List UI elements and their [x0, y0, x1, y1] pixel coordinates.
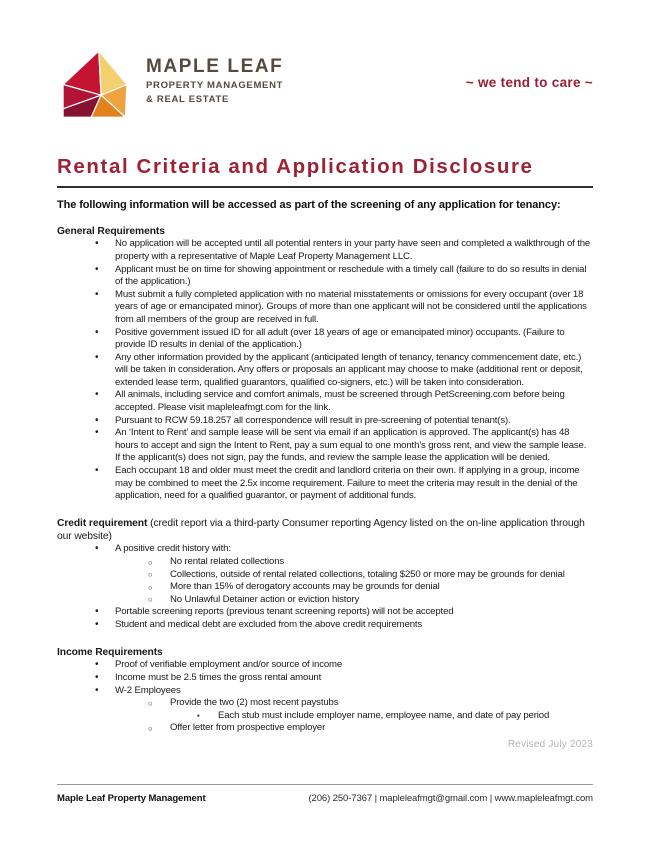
list-item-text: Any other information provided by the applicant (anticipated length of tenancy, tenancy commencement date, etc.) will be taken in consideration. Any offers or proposals an applicant may choose to make (additional rent or deposit, extended lease term, qualified guarantors, qualified co-signers, etc.) will be taken into consideration.: [115, 351, 583, 388]
logo-subtitle-2: & REAL ESTATE: [146, 93, 229, 105]
list-item-text: Each stub must include employer name, employee name, and date of pay period: [218, 709, 550, 721]
logo-subtitle-1: PROPERTY MANAGEMENT: [146, 80, 284, 92]
list-item: [57, 427, 593, 465]
section-income-requirements: [57, 647, 593, 735]
footer-contact: (206) 250-7367 | mapleleafmgt@gmail.com | www.mapleleafmgt.com: [308, 793, 593, 804]
bullet-list: [57, 543, 593, 631]
footer-divider: [57, 784, 593, 785]
revision-note: Revised July 2023: [507, 738, 593, 750]
bullet-marker-icon: •: [95, 389, 99, 401]
bullet-marker-icon: ▪: [197, 711, 200, 721]
list-item-text: More than 15% of derogatory accounts may be grounds for denial: [170, 581, 440, 593]
bullet-marker-icon: •: [95, 288, 99, 300]
section-heading-title: Credit requirement: [57, 517, 148, 529]
list-item: [57, 543, 593, 556]
list-item: [57, 352, 593, 390]
list-item: [57, 389, 593, 414]
list-item: [57, 606, 593, 619]
list-item-text: Offer letter from prospective employer: [170, 722, 326, 734]
list-item-text: A positive credit history with:: [115, 543, 231, 555]
list-item-text: No Unlawful Detainer action or eviction history: [170, 593, 360, 605]
list-item: [57, 415, 593, 428]
list-item-text: An ‘Intent to Rent’ and sample lease will be sent via email if an application is approved. The applicant(s) has 48 hours to accept and sign the Intent to Rent, pay a sum equal to one month’s gross rent, and view the sample lease. If the applicant(s) does not sign, pay the funds, and review the sample lease the application will be denied.: [115, 427, 587, 464]
list-item-text: Positive government issued ID for all adult (over 18 years of age or emancipated minor) occupants. (Failure to provide ID results in denial of the application.): [115, 326, 565, 351]
section-heading: [57, 226, 593, 239]
bullet-marker-icon: •: [95, 618, 99, 630]
list-item-text: Applicant must be on time for showing appointment or reschedule with a timely call (failure to do so results in denial of the application.): [115, 263, 587, 288]
logo: [57, 48, 283, 118]
list-item-text: Collections, outside of rental related collections, totaling $250 or more may be grounds for denial: [170, 568, 565, 580]
footer-company: Maple Leaf Property Management: [57, 793, 206, 804]
list-item: [57, 556, 593, 569]
list-item: [57, 327, 593, 352]
logo-name: MAPLE LEAF: [146, 56, 284, 77]
bullet-marker-icon: ○: [148, 570, 153, 580]
list-item-text: All animals, including service and comfort animals, must be screened through PetScreening.com before being accepted. Please visit mapleleafmgt.com for the link.: [115, 389, 565, 414]
bullet-marker-icon: ○: [148, 582, 153, 592]
bullet-marker-icon: •: [95, 351, 99, 363]
list-item: [57, 264, 593, 289]
list-item: [57, 710, 593, 723]
list-item: [57, 619, 593, 632]
bullet-marker-icon: •: [95, 238, 99, 250]
intro-text: The following information will be accessed as part of the screening of any application for tenancy:: [57, 198, 561, 211]
list-item: [57, 697, 593, 710]
list-item-text: No application will be accepted until all potential renters in your party have seen and completed a walkthrough of the property with a representative of Maple Leaf Property Management LLC.: [115, 238, 591, 262]
list-item-text: No rental related collections: [170, 556, 285, 567]
bullet-marker-icon: ○: [148, 698, 153, 708]
list-item: [57, 722, 593, 735]
bullet-marker-icon: •: [95, 659, 99, 671]
list-item: [57, 238, 593, 263]
list-item-text: Provide the two (2) most recent paystubs: [170, 697, 339, 709]
title-divider: [57, 186, 593, 188]
bullet-marker-icon: ○: [148, 723, 153, 733]
list-item-text: Pursuant to RCW 59.18.257 all correspondence will result in pre-screening of potential tenant(s).: [115, 414, 511, 426]
section-heading-title: Income Requirements: [57, 646, 163, 658]
list-item: [57, 581, 593, 594]
bullet-marker-icon: •: [95, 671, 99, 683]
list-item-text: Proof of verifiable employment and/or source of income: [115, 659, 343, 671]
list-item: [57, 672, 593, 685]
bullet-marker-icon: ○: [148, 595, 153, 605]
list-item: [57, 685, 593, 698]
maple-leaf-house-icon: [57, 48, 133, 118]
list-item-text: W-2 Employees: [115, 684, 181, 696]
bullet-marker-icon: •: [95, 606, 99, 618]
bullet-marker-icon: •: [95, 326, 99, 338]
section-heading-title: General Requirements: [57, 225, 165, 237]
bullet-marker-icon: ○: [148, 557, 153, 567]
section-general-requirements: [57, 226, 593, 503]
bullet-marker-icon: •: [95, 414, 99, 426]
list-item-text: Each occupant 18 and older must meet the credit and landlord criteria on their own. If applying in a group, income may be combined to meet the 2.5x income requirement. Failure to meet the criteria may result in the denial of the application, need for a qualified guarantor, or payment of additional funds.: [115, 465, 580, 502]
sections-container: [57, 226, 593, 735]
section-heading-detail: (credit report via a third-party Consumer reporting Agency listed on the on-line application through our website): [57, 517, 585, 542]
list-item-text: Student and medical debt are excluded from the above credit requirements: [115, 618, 423, 630]
list-item: [57, 465, 593, 503]
list-item-text: Income must be 2.5 times the gross rental amount: [115, 671, 322, 683]
tagline: ~ we tend to care ~: [465, 75, 593, 90]
section-heading: [57, 647, 593, 660]
footer-row: [57, 793, 593, 804]
header: [57, 48, 593, 118]
section-credit-requirement: [57, 518, 593, 632]
bullet-marker-icon: •: [95, 684, 99, 696]
bullet-list: [57, 238, 593, 502]
list-item: [57, 289, 593, 327]
list-item: [57, 594, 593, 607]
bullet-marker-icon: •: [95, 543, 99, 555]
list-item-text: Portable screening reports (previous tenant screening reports) will not be accepted: [115, 606, 454, 618]
list-item: [57, 659, 593, 672]
list-item: [57, 569, 593, 582]
section-heading: [57, 518, 593, 544]
page-title: Rental Criteria and Application Disclosure: [57, 155, 534, 178]
bullet-marker-icon: •: [95, 427, 99, 439]
list-item-text: Must submit a fully completed application with no material misstatements or omissions for every occupant (over 18 years of age or emancipated minor). Groups of more than one applicant will not be considered until the applications from all members of the group are received in full.: [115, 288, 587, 325]
bullet-marker-icon: •: [95, 263, 99, 275]
footer: [57, 784, 593, 804]
bullet-marker-icon: •: [95, 465, 99, 477]
logo-text: [146, 48, 283, 118]
bullet-list: [57, 659, 593, 735]
